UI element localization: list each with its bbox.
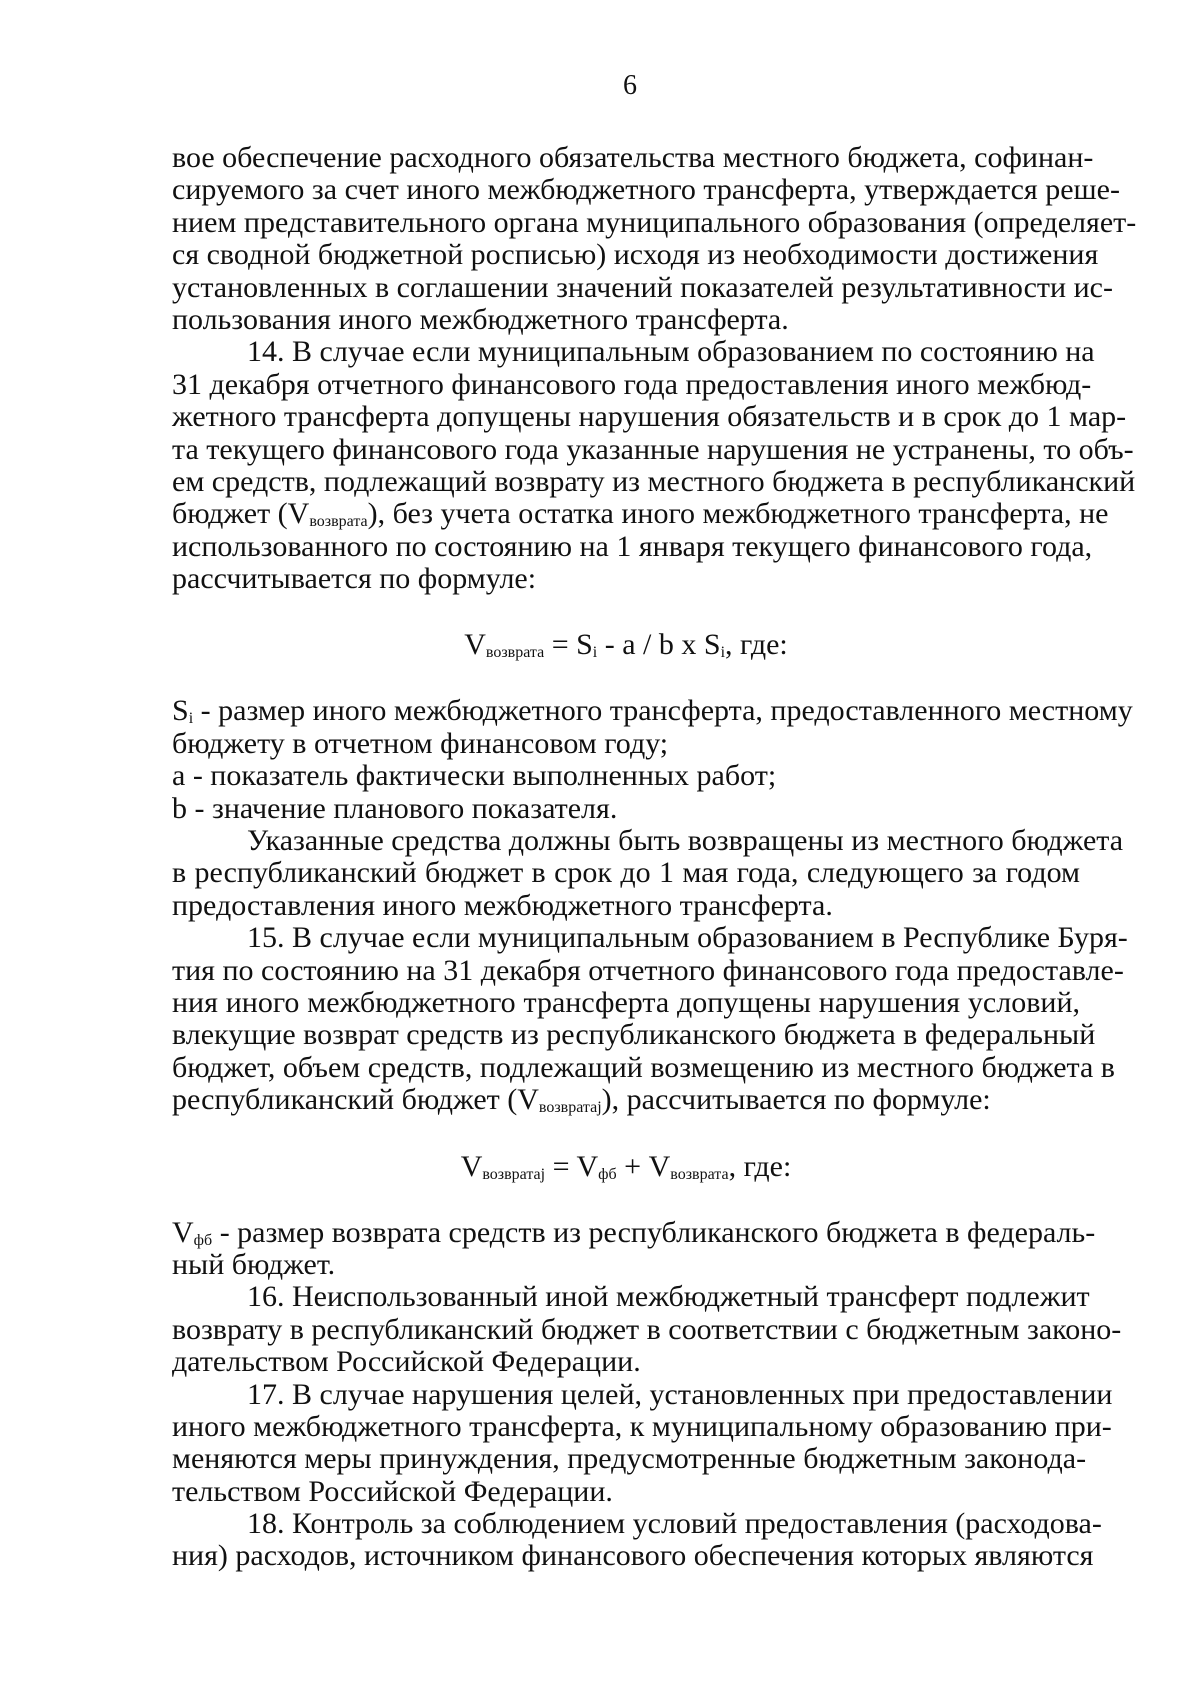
text-line: использованного по состоянию на 1 января текущего финансового года, <box>172 529 1093 563</box>
text-line: ся сводной бюджетной росписью) исходя из необходимости достижения <box>172 238 1099 272</box>
text-line: 17. В случае нарушения целей, установленных при предоставлении <box>247 1377 1113 1411</box>
text-line: ния иного межбюджетного трансферта допущены нарушения условий, <box>172 985 1080 1019</box>
text-line: ния) расходов, источником финансового обеспечения которых являются <box>172 1539 1094 1573</box>
text-line: возврату в республиканский бюджет в соответствии с бюджетным законо- <box>172 1312 1122 1346</box>
paragraph-18 <box>172 1507 1102 1573</box>
text-line: в республиканский бюджет в срок до 1 мая года, следующего за годом <box>172 856 1080 890</box>
text-line: тия по состоянию на 31 декабря отчетного финансового года предоставле- <box>172 953 1124 987</box>
text-line: ный бюджет. <box>172 1247 336 1281</box>
text-line: тельством Российской Федерации. <box>172 1474 613 1508</box>
text-line: нием представительного органа муниципального образования (определяет- <box>172 205 1137 239</box>
text-line: 16. Неиспользованный иной межбюджетный трансферт подлежит <box>247 1280 1090 1314</box>
text-line: бюджету в отчетном финансовом году; <box>172 726 669 760</box>
text-line: та текущего финансового года указанные нарушения не устранены, то объ- <box>172 432 1134 466</box>
text-line: ем средств, подлежащий возврату из местного бюджета в республиканский <box>172 464 1136 498</box>
text-line: бюджет (Vвозврата), без учета остатка иного межбюджетного трансферта, не <box>172 497 1109 531</box>
definition-s: Si - размер иного межбюджетного трансферта, предоставленного местному <box>172 694 1133 728</box>
page-number: 6 <box>623 70 637 101</box>
text-line: влекущие возврат средств из республиканского бюджета в федеральный <box>172 1018 1096 1052</box>
formula-return-j: Vвозвратаj = Vфб + Vвозврата, где: <box>460 1149 792 1183</box>
text-line: 14. В случае если муниципальным образованием по состоянию на <box>247 335 1095 369</box>
text-line: жетного трансферта допущены нарушения обязательств и в срок до 1 мар- <box>172 400 1127 434</box>
document-body <box>172 141 1137 1573</box>
text-line: республиканский бюджет (Vвозвратаj), рассчитывается по формуле: <box>172 1083 991 1117</box>
definition-vfb: Vфб - размер возврата средств из республиканского бюджета в федераль- <box>172 1215 1096 1249</box>
paragraph-17 <box>172 1377 1113 1509</box>
text-line: предоставления иного межбюджетного трансферта. <box>172 888 833 922</box>
text-line: дательством Российской Федерации. <box>172 1345 641 1379</box>
paragraph-16 <box>172 1280 1122 1379</box>
text-line: вое обеспечение расходного обязательства местного бюджета, софинан- <box>172 141 1094 174</box>
text-line: меняются меры принуждения, предусмотренные бюджетным законода- <box>172 1442 1087 1476</box>
definition-a: а - показатель фактически выполненных работ; <box>172 759 777 793</box>
definition-b: b - значение планового показателя. <box>172 791 618 825</box>
text-line: пользования иного межбюджетного трансферта. <box>172 302 789 336</box>
text-line: установленных в соглашении значений показателей результативности ис- <box>172 270 1113 304</box>
formula-definitions <box>172 694 1133 825</box>
text-line: 18. Контроль за соблюдением условий предоставления (расходова- <box>247 1507 1102 1541</box>
text-line: рассчитывается по формуле: <box>172 562 537 596</box>
text-line: сируемого за счет иного межбюджетного трансферта, утверждается реше- <box>172 173 1120 207</box>
paragraph-return <box>172 824 1124 922</box>
text-line: 31 декабря отчетного финансового года предоставления иного межбюд- <box>172 367 1092 401</box>
paragraph-continuation <box>172 141 1137 336</box>
paragraph-14 <box>172 335 1136 596</box>
text-line: Указанные средства должны быть возвращены из местного бюджета <box>247 824 1124 858</box>
text-line: 15. В случае если муниципальным образованием в Республике Буря- <box>247 921 1128 955</box>
text-line: иного межбюджетного трансферта, к муниципальному образованию при- <box>172 1409 1112 1443</box>
formula-return: Vвозврата = Si - a / b x Si, где: <box>464 628 788 662</box>
paragraph-15 <box>172 921 1128 1117</box>
formula-definitions-2 <box>172 1215 1096 1282</box>
text-line: бюджет, объем средств, подлежащий возмещению из местного бюджета в <box>172 1050 1115 1084</box>
